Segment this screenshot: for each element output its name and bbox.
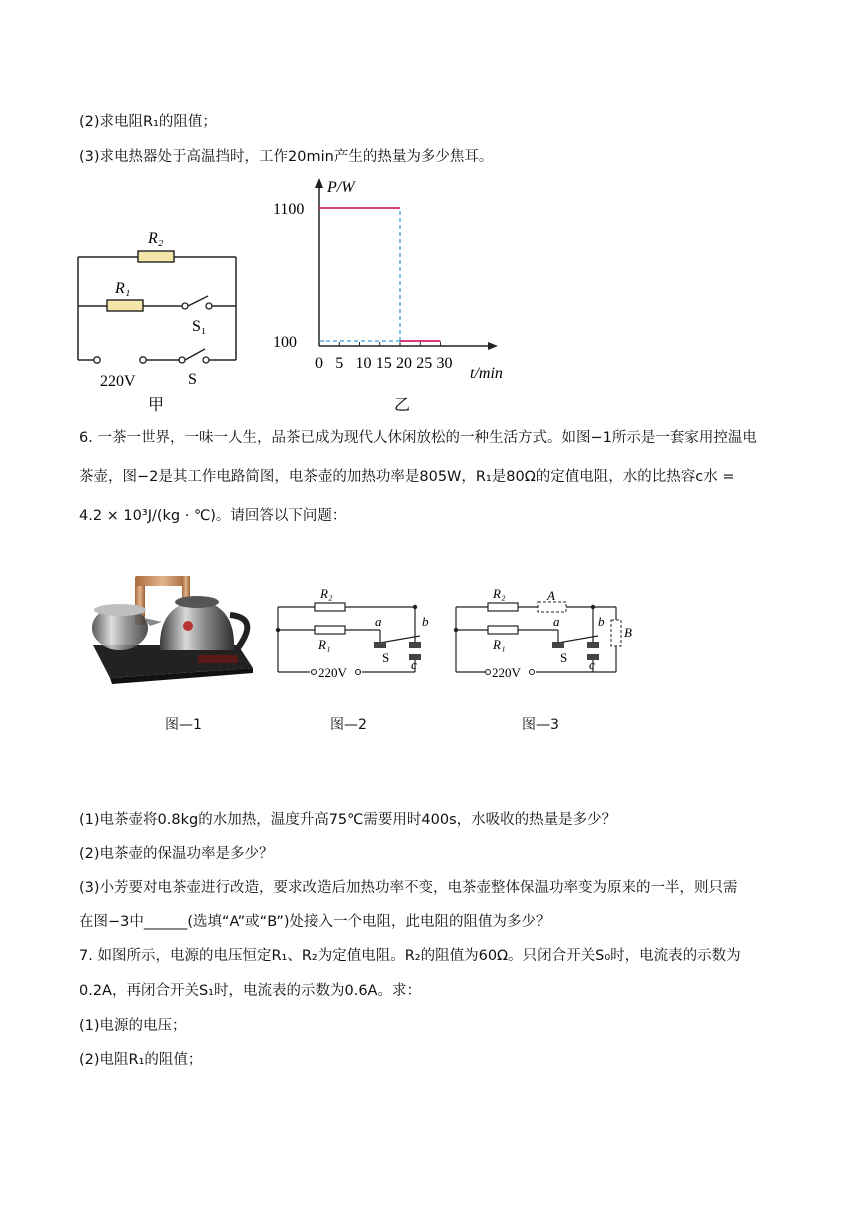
tea-kettle-photo [88,560,258,685]
svg-text:R₂: R₂ [493,586,506,601]
q6-part1: (1)电茶壶将0.8kg的水加热，温度升高75℃需要用时400s，水吸收的热量是多少？ [79,812,617,828]
resistor-r2 [138,251,174,262]
svg-text:220V: 220V [492,665,521,680]
svg-text:b: b [598,614,605,629]
q6-line1: 6. 一茶一世界，一味一人生，品茶已成为现代人休闲放松的一种生活方式。如图−1所示是一套家用控温电 [79,430,757,446]
svg-text:R₁: R₁ [318,637,331,652]
y-axis-arrow [315,178,323,188]
svg-text:A: A [547,588,555,603]
x-tick-label: 5 [335,355,344,372]
q6-line2: 茶壶，图−2是其工作电路简图，电茶壶的加热功率是805W，R₁是80Ω的定值电阻，水的比热容c水 = [79,469,735,485]
label-voltage: 220V [100,373,136,390]
circuit-diagram-3 [448,580,638,690]
x-tick-label: 30 [436,355,453,372]
caption-jia: 甲 [148,397,165,414]
label-r2: R₂ [148,230,164,247]
q7-part2: (2)电阻R₁的阻值； [79,1052,203,1068]
q6-part3a: (3)小芳要对电茶壶进行改造，要求改造后加热功率不变，电茶壶整体保温功率变为原来的一半，则只需 [79,880,738,896]
q7-part1: (1)电源的电压； [79,1018,187,1034]
q5-part3: (3)求电热器处于高温挡时，工作20min产生的热量为多少焦耳。 [79,149,494,165]
q6-part3b: 在图−3中______(选填“A”或“B”)处接入一个电阻，此电阻的阻值为多少？ [79,914,551,930]
x-axis-label: t/min [470,365,503,382]
caption-fig3: 图—3 [522,717,559,733]
svg-text:a: a [375,614,382,629]
svg-text:S: S [382,650,390,665]
resistor-r1 [107,300,143,311]
x-tick-label: 0 [315,355,323,372]
svg-text:c: c [589,657,595,672]
label-s: S [188,371,197,388]
svg-text:220V: 220V [318,665,347,680]
caption-fig1: 图—1 [165,717,202,733]
svg-text:b: b [422,614,429,629]
terminal-left [94,357,100,363]
q7-line1: 7. 如图所示，电源的电压恒定R₁、R₂为定值电阻。R₂的阻值为60Ω。只闭合开关S₀时，电流表的示数为 [79,948,741,964]
x-axis-arrow [488,342,498,350]
x-tick-label: 10 [355,355,372,372]
svg-text:B: B [624,625,632,640]
svg-text:c: c [411,657,417,672]
caption-fig2: 图—2 [330,717,367,733]
y-tick-label: 1100 [273,201,305,218]
terminal-right [140,357,146,363]
svg-text:a: a [553,614,560,629]
power-time-chart [270,170,520,415]
circuit-diagram-jia [70,220,250,420]
position-a-dashed [538,602,566,612]
q6-part2: (2)电茶壶的保温功率是多少？ [79,846,274,862]
y-tick-label: 100 [273,334,297,351]
svg-text:R₁: R₁ [493,637,506,652]
label-r1: R₁ [115,280,131,297]
svg-text:R₂: R₂ [320,586,333,601]
y-axis-label: P/W [327,179,355,196]
position-b-dashed [611,620,621,646]
label-s1: S₁ [192,318,207,335]
circuit-diagram-2 [270,580,440,690]
caption-yi: 乙 [394,397,411,414]
x-tick-label: 15 [375,355,392,372]
svg-text:S: S [560,650,568,665]
x-tick-label: 20 [396,355,412,372]
q7-line2: 0.2A，再闭合开关S₁时，电流表的示数为0.6A。求： [79,983,421,999]
q5-part2: (2)求电阻R₁的阻值； [79,114,217,130]
x-tick-label: 25 [416,355,433,372]
q6-line3: 4.2 × 10³J/(kg · ℃)。请回答以下问题： [79,508,347,524]
